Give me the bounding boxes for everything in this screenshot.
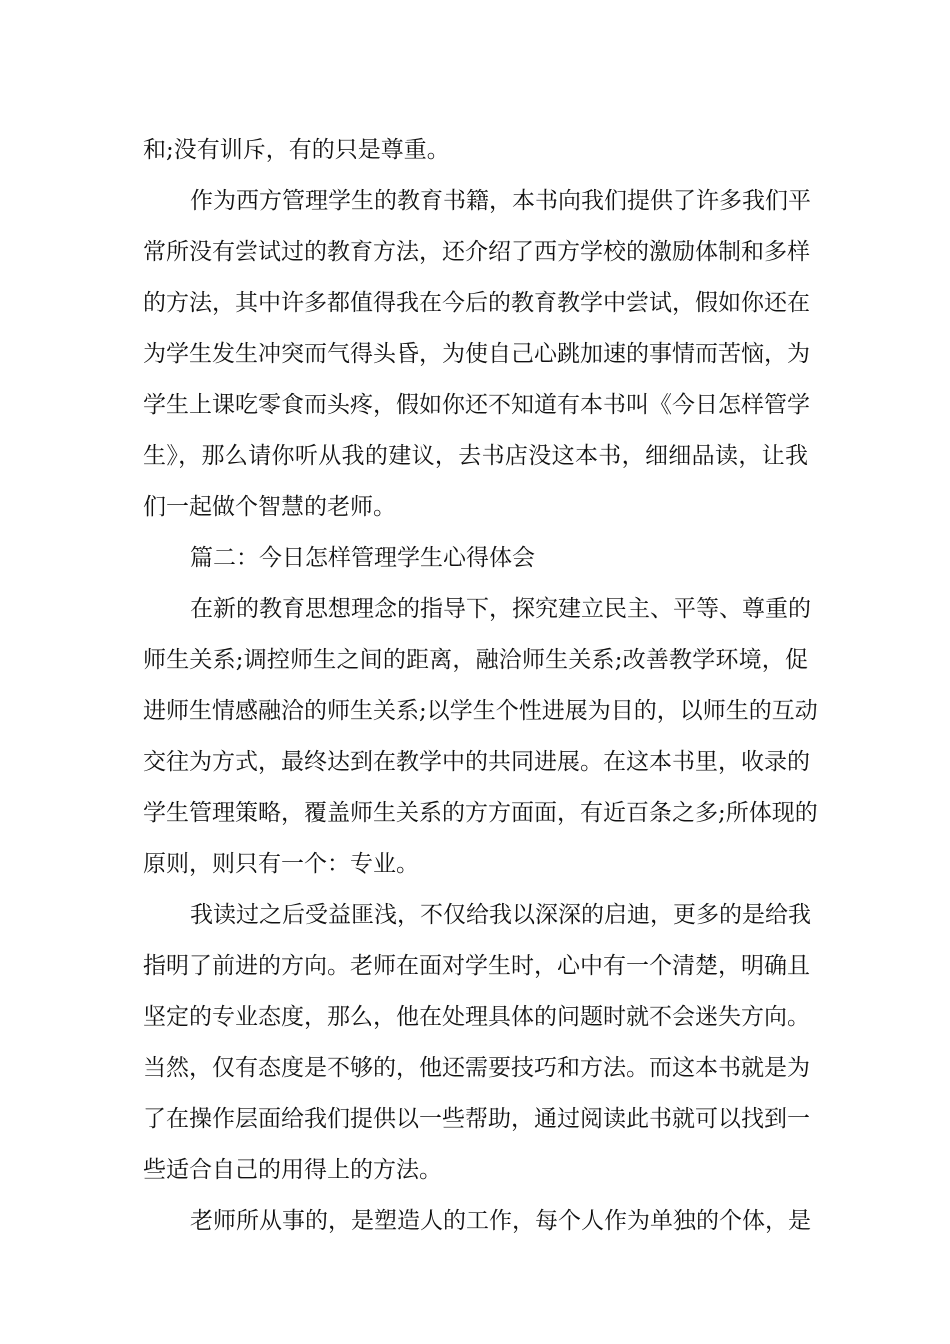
text-line: 学生管理策略，覆盖师生关系的方方面面，有近百条之多;所体现的 [143, 800, 818, 826]
text-line: 生》，那么请你听从我的建议，去书店没这本书，细细品读，让我 [143, 443, 808, 469]
paragraph-first-line: 我读过之后受益匪浅，不仅给我以深深的启迪，更多的是给我 [190, 902, 811, 928]
text-line: 常所没有尝试过的教育方法，还介绍了西方学校的激励体制和多样 [143, 239, 810, 265]
text-line: 些适合自己的用得上的方法。 [143, 1157, 442, 1183]
text-line: 原则，则只有一个：专业。 [143, 851, 419, 877]
text-line: 交往为方式，最终达到在教学中的共同进展。在这本书里，收录的 [143, 749, 810, 775]
text-line: 坚定的专业态度，那么，他在处理具体的问题时就不会迷失方向。 [143, 1004, 810, 1030]
section-heading: 篇二：今日怎样管理学生心得体会 [190, 545, 535, 571]
text-line: 进师生情感融洽的师生关系;以学生个性进展为目的，以师生的互动 [143, 698, 818, 724]
text-line: 们一起做个智慧的老师。 [143, 494, 396, 520]
paragraph-first-line: 作为西方管理学生的教育书籍，本书向我们提供了许多我们平 [190, 188, 811, 214]
text-line: 师生关系;调控师生之间的距离，融洽师生关系;改善教学环境，促 [143, 647, 808, 673]
text-line: 当然，仅有态度是不够的，他还需要技巧和方法。而这本书就是为 [143, 1055, 810, 1081]
paragraph-first-line: 老师所从事的，是塑造人的工作，每个人作为单独的个体，是 [190, 1208, 811, 1234]
text-line: 学生上课吃零食而头疼，假如你还不知道有本书叫《今日怎样管学 [143, 392, 810, 418]
text-line: 指明了前进的方向。老师在面对学生时，心中有一个清楚，明确且 [143, 953, 810, 979]
text-line: 了在操作层面给我们提供以一些帮助，通过阅读此书就可以找到一 [143, 1106, 810, 1132]
text-line: 和;没有训斥，有的只是尊重。 [143, 137, 450, 163]
paragraph-first-line: 在新的教育思想理念的指导下，探究建立民主、平等、尊重的 [190, 596, 811, 622]
text-line: 为学生发生冲突而气得头昏，为使自己心跳加速的事情而苦恼，为 [143, 341, 810, 367]
text-line: 的方法，其中许多都值得我在今后的教育教学中尝试，假如你还在 [143, 290, 810, 316]
